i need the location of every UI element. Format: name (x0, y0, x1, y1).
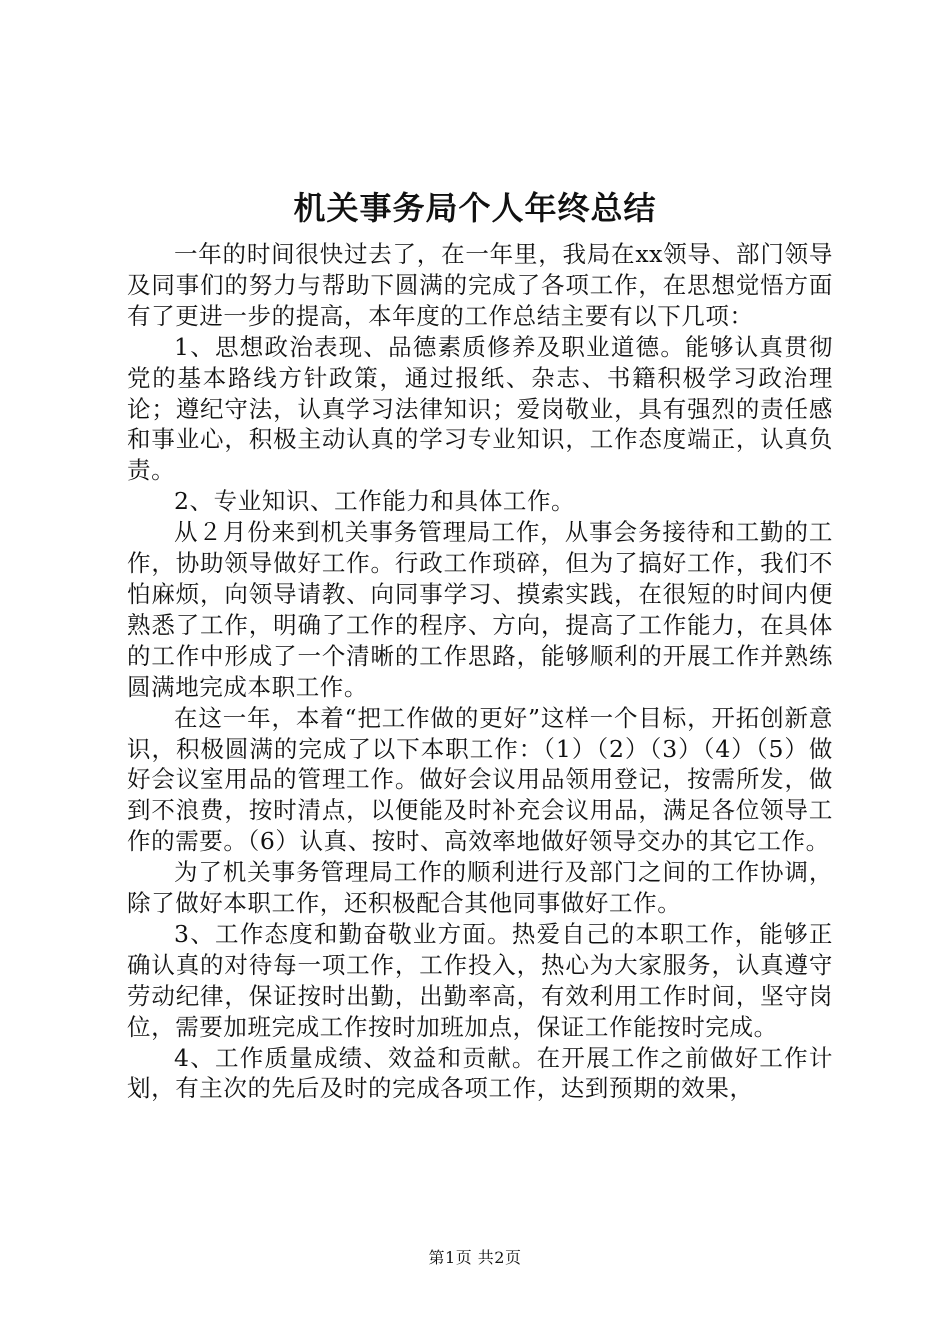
paragraph-section-2-body: 从２月份来到机关事务管理局工作，从事会务接待和工勤的工作，协助领导做好工作。行政工作琐碎，但为了搞好工作，我们不怕麻烦，向领导请教、向同事学习、摸索实践，在很短的时间内便熟悉了工作，明确了工作的程序、方向，提高了工作能力，在具体的工作中形成了一个清晰的工作思路，能够顺利的开展工作并熟练圆满地完成本职工作。 (127, 518, 833, 701)
page-number-footer: 第1页 共2页 (428, 1248, 522, 1267)
paragraph-section-1: 1、思想政治表现、品德素质修养及职业道德。能够认真贯彻党的基本路线方针政策，通过报纸、杂志、书籍积极学习政治理论；遵纪守法，认真学习法律知识；爱岗敬业，具有强烈的责任感和事业心，积极主动认真的学习专业知识，工作态度端正，认真负责。 (127, 332, 833, 485)
paragraph-section-3: 3、工作态度和勤奋敬业方面。热爱自己的本职工作，能够正确认真的对待每一项工作，工作投入，热心为大家服务，认真遵守劳动纪律，保证按时出勤，出勤率高，有效利用工作时间，坚守岗位，需要加班完成工作按时加班加点，保证工作能按时完成。 (127, 919, 833, 1041)
paragraph-section-4: 4、工作质量成绩、效益和贡献。在开展工作之前做好工作计划，有主次的先后及时的完成各项工作，达到预期的效果， (127, 1043, 833, 1103)
paragraph-cooperation: 为了机关事务管理局工作的顺利进行及部门之间的工作协调，除了做好本职工作，还积极配合其他同事做好工作。 (127, 858, 833, 918)
paragraph-section-2-heading: 2、专业知识、工作能力和具体工作。 (174, 487, 576, 516)
paragraph-duties: 在这一年，本着“把工作做的更好”这样一个目标，开拓创新意识，积极圆满的完成了以下本职工作：（1）（2）（3）（4）（5）做好会议室用品的管理工作。做好会议用品领用登记，按需所发，做到不浪费，按时清点，以便能及时补充会议用品，满足各位领导工作的需要。（6）认真、按时、高效率地做好领导交办的其它工作。 (127, 703, 833, 856)
document-body (127, 239, 833, 1104)
document-title: 机关事务局个人年终总结 (293, 189, 657, 227)
paragraph-intro: 一年的时间很快过去了，在一年里，我局在xx领导、部门领导及同事们的努力与帮助下圆满的完成了各项工作，在思想觉悟方面有了更进一步的提高，本年度的工作总结主要有以下几项： (127, 240, 833, 330)
